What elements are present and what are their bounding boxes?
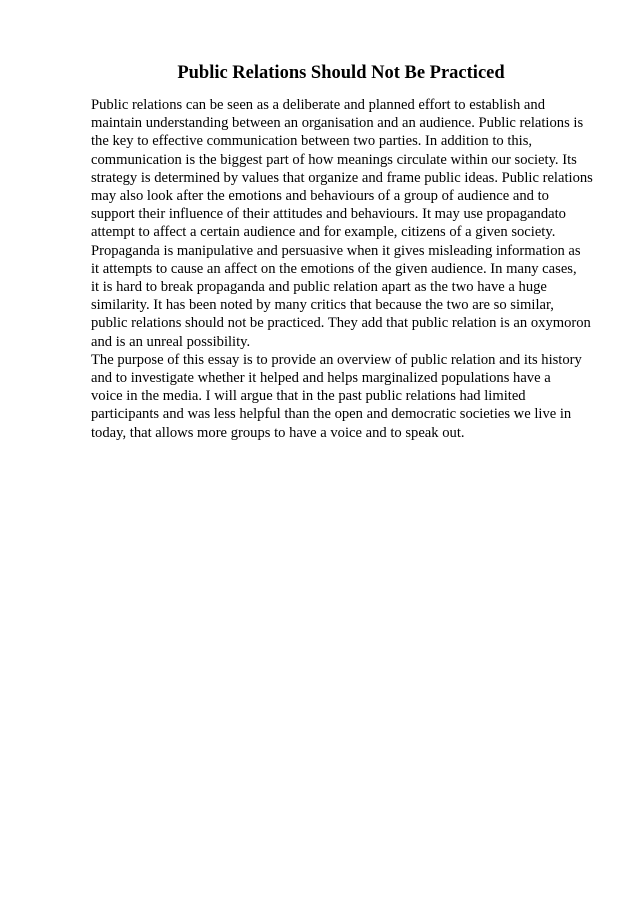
body-line: The purpose of this essay is to provide an overview of public relation and its history <box>91 351 582 368</box>
body-line: attempt to affect a certain audience and for example, citizens of a given society. <box>91 224 556 241</box>
body-line: strategy is determined by values that organize and frame public ideas. Public relations <box>91 169 593 186</box>
body-line: it attempts to cause an affect on the emotions of the given audience. In many cases, <box>91 260 577 277</box>
body-line: communication is the biggest part of how meanings circulate within our society. Its <box>91 151 577 168</box>
body-line: similarity. It has been noted by many critics that because the two are so similar, <box>91 297 554 314</box>
body-line: the key to effective communication between two parties. In addition to this, <box>91 133 533 150</box>
body-line: and is an unreal possibility. <box>91 333 251 350</box>
body-line: maintain understanding between an organisation and an audience. Public relations is <box>91 115 584 132</box>
body-line: it is hard to break propaganda and public relation apart as the two have a huge <box>91 279 547 296</box>
body-line: Propaganda is manipulative and persuasive when it gives misleading information as <box>91 242 581 259</box>
body-line: and to investigate whether it helped and helps marginalized populations have a <box>91 370 551 387</box>
body-line: Public relations can be seen as a deliberate and planned effort to establish and <box>91 97 546 113</box>
body-line: voice in the media. I will argue that in the past public relations had limited <box>91 388 526 405</box>
body-line: public relations should not be practiced. They add that public relation is an oxymoron <box>91 315 591 332</box>
body-line: today, that allows more groups to have a voice and to speak out. <box>91 424 465 441</box>
document-title: Public Relations Should Not Be Practiced <box>177 63 505 83</box>
body-line: support their influence of their attitudes and behaviours. It may use propagandato <box>91 206 566 223</box>
body-line: participants and was less helpful than the open and democratic societies we live in <box>91 406 572 423</box>
document-body <box>91 96 611 442</box>
body-line: may also look after the emotions and behaviours of a group of audience and to <box>91 188 549 205</box>
